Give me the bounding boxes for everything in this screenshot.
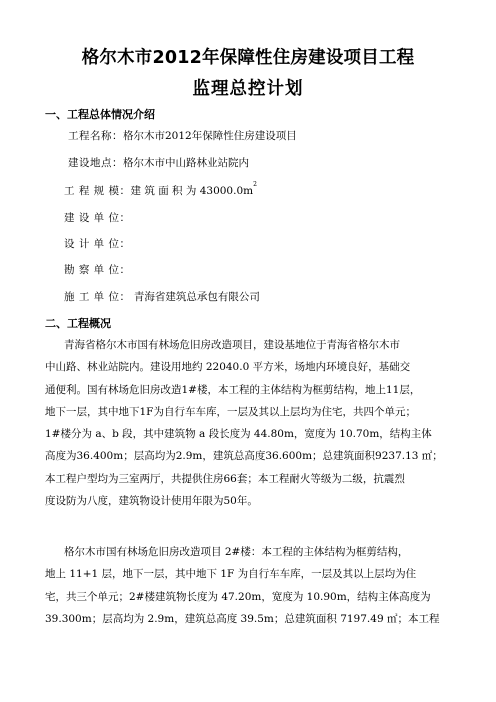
info-row-designer <box>64 236 131 251</box>
info-row-project-name <box>68 128 297 143</box>
paragraph-line: 39.300m；层高均为 2.9m，建筑总高度 39.5m；总建筑面积 7197.49 ㎡；本工程 <box>45 612 440 625</box>
paragraph-line: 宅，共三个单元；2#楼建筑物长度为 47.20m，宽度为 10.90m，结构主体高度为 <box>45 590 431 603</box>
info-row-owner <box>64 210 131 225</box>
section-heading-overview: 一、工程总体情况介绍 <box>45 108 155 121</box>
info-label: 工 程 规 模： <box>64 185 131 197</box>
info-row-location <box>68 155 249 170</box>
document-subtitle: 监理总控计划 <box>192 79 304 99</box>
paragraph-line: 1#楼分为 a、b 段，其中建筑物 a 段长度为 44.80m，宽度为 10.70m，结构主体 <box>45 428 432 441</box>
info-value: 格尔木市2012年保障性住房建设项目 <box>123 130 297 142</box>
info-row-contractor <box>64 289 260 304</box>
paragraph-line: 格尔木市国有林场危旧房改造项目 2#楼：本工程的主体结构为框剪结构， <box>64 546 409 558</box>
paragraph-line: 青海省格尔木市国有林场危旧房改造项目，建设基地位于青海省格尔木市 <box>64 339 400 351</box>
info-label: 勘 察 单 位： <box>64 264 131 276</box>
info-label: 设 计 单 位： <box>64 238 131 250</box>
paragraph-line: 地下一层，其中地下1F为自行车车库，一层及其以上层均为住宅，共四个单元； <box>45 405 416 418</box>
info-superscript: 2 <box>253 181 257 188</box>
document-title: 格尔木市2012年保障性住房建设项目工程 <box>81 48 415 68</box>
paragraph-line: 地上 11+1 层，地下一层，其中地下 1F 为自行车车库，一层及其以上层均为住 <box>45 568 417 581</box>
paragraph-building-2 <box>45 541 455 630</box>
paragraph-line: 本工程户型均为三室两厅，共提供住房66套；本工程耐火等级为二级，抗震烈 <box>45 472 405 485</box>
info-label: 施 工 单 位： <box>64 291 131 303</box>
section-heading-project-summary: 二、工程概况 <box>45 317 111 330</box>
info-row-surveyor <box>64 262 131 277</box>
paragraph-line: 高度为36.400m；层高均为2.9m，建筑总高度36.600m；总建筑面积9237.13 ㎡； <box>45 450 443 463</box>
info-label: 工程名称： <box>68 130 123 142</box>
paragraph-building-1 <box>45 334 455 512</box>
info-row-scale <box>64 183 257 198</box>
info-label: 建 设 单 位： <box>64 212 131 224</box>
paragraph-line: 中山路、林业站院内。建设用地约 22040.0 平方米，场地内环境良好，基础交 <box>45 361 411 374</box>
info-value: 格尔木市中山路林业站院内 <box>123 157 249 169</box>
paragraph-line: 度设防为八度，建筑物设计使用年限为50年。 <box>45 495 258 508</box>
paragraph-line: 通便利。国有林场危旧房改造1#楼，本工程的主体结构为框剪结构，地上11层， <box>45 383 421 396</box>
info-label: 建设地点： <box>68 157 123 169</box>
info-value: 建 筑 面 积 为 43000.0m <box>130 185 254 197</box>
info-value: 青海省建筑总承包有限公司 <box>130 291 260 303</box>
